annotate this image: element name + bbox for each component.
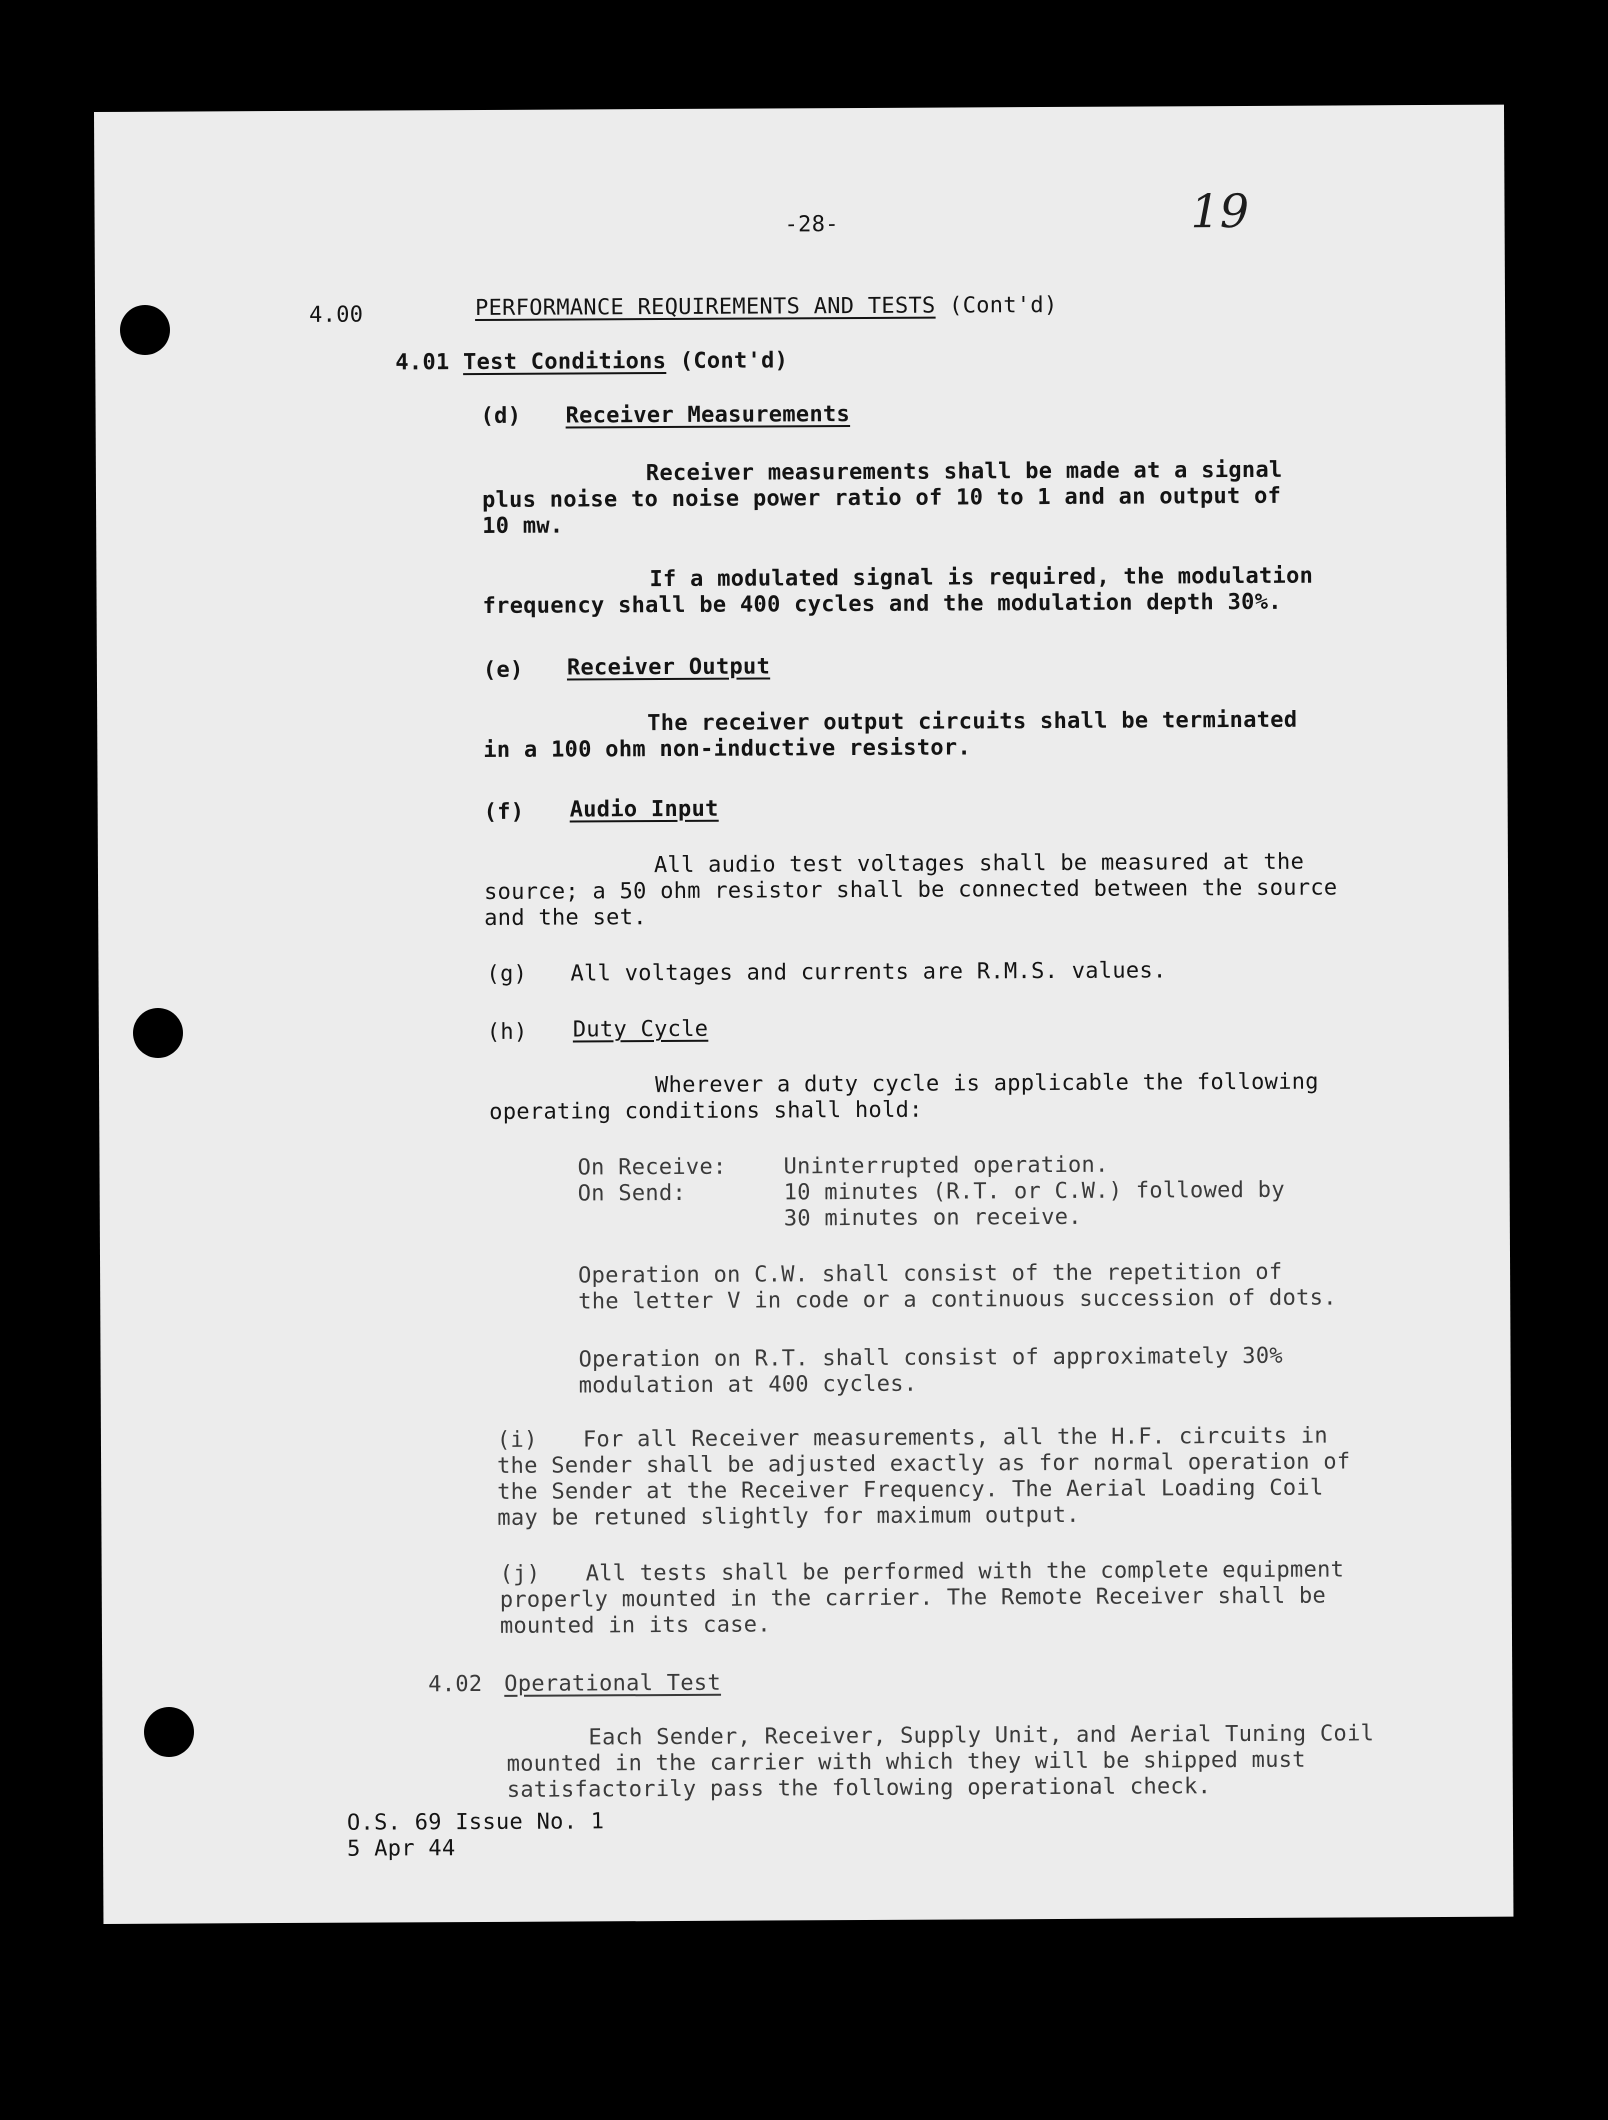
item-d-line: plus noise to noise power ratio of 10 to 1 and an output of bbox=[481, 483, 1282, 513]
item-d-title: Receiver Measurements bbox=[565, 402, 851, 429]
item-i-label: (i) bbox=[496, 1427, 538, 1453]
send-label: On Send: bbox=[577, 1180, 687, 1207]
subsection-number: 4.01 bbox=[395, 350, 450, 376]
item-g-text: All voltages and currents are R.M.S. values. bbox=[570, 958, 1167, 987]
item-f-line: All audio test voltages shall be measured at the bbox=[653, 849, 1305, 879]
footer-issue: O.S. 69 Issue No. 1 bbox=[346, 1809, 605, 1836]
subsection-suffix: (Cont'd) bbox=[679, 348, 789, 374]
item-e-line: in a 100 ohm non-inductive resistor. bbox=[483, 735, 972, 763]
item-d-line: 10 mw. bbox=[482, 513, 564, 539]
operational-test-line: mounted in the carrier with which they will be shipped must bbox=[506, 1747, 1306, 1777]
subsection-heading-4-01 bbox=[395, 348, 788, 375]
item-f-line: and the set. bbox=[484, 905, 647, 931]
item-j-label: (j) bbox=[499, 1561, 541, 1587]
item-i-line: the Sender at the Receiver Frequency. The Aerial Loading Coil bbox=[497, 1475, 1324, 1505]
punch-hole bbox=[144, 1707, 194, 1757]
item-f-title: Audio Input bbox=[569, 796, 719, 823]
item-j-line: mounted in its case. bbox=[499, 1612, 771, 1639]
item-e-title: Receiver Output bbox=[566, 654, 771, 681]
item-f-label: (f) bbox=[483, 799, 525, 825]
handwritten-page-mark: 19 bbox=[1190, 183, 1250, 239]
item-h-title: Duty Cycle bbox=[572, 1016, 709, 1043]
item-f-line: source; a 50 ohm resistor shall be connected between the source bbox=[484, 875, 1338, 905]
item-h-line: Wherever a duty cycle is applicable the following bbox=[655, 1069, 1319, 1099]
receive-value: Uninterrupted operation. bbox=[783, 1152, 1109, 1180]
section-number: 4.00 bbox=[309, 302, 364, 328]
item-i-line: For all Receiver measurements, all the H.F. circuits in bbox=[582, 1423, 1328, 1453]
item-d-line: frequency shall be 400 cycles and the modulation depth 30%. bbox=[482, 589, 1282, 619]
punch-hole bbox=[133, 1008, 183, 1058]
item-h-line: operating conditions shall hold: bbox=[489, 1097, 923, 1125]
item-h-label: (h) bbox=[486, 1019, 528, 1045]
item-g-label: (g) bbox=[486, 961, 528, 987]
send-value: 30 minutes on receive. bbox=[783, 1204, 1082, 1232]
rt-line: modulation at 400 cycles. bbox=[578, 1371, 918, 1399]
item-d-line: If a modulated signal is required, the modulation bbox=[649, 563, 1314, 593]
item-i-line: the Sender shall be adjusted exactly as for normal operation of bbox=[497, 1449, 1351, 1479]
document-page bbox=[94, 105, 1513, 1924]
section-heading bbox=[475, 293, 1058, 321]
subsection-title: Test Conditions bbox=[462, 349, 667, 376]
item-e-label: (e) bbox=[482, 657, 524, 683]
item-d-line: Receiver measurements shall be made at a signal bbox=[645, 457, 1283, 487]
operational-test-line: Each Sender, Receiver, Supply Unit, and Aerial Tuning Coil bbox=[588, 1721, 1375, 1751]
item-d-label: (d) bbox=[480, 403, 522, 429]
item-e-line: The receiver output circuits shall be terminated bbox=[647, 707, 1298, 737]
footer-date: 5 Apr 44 bbox=[347, 1836, 456, 1862]
send-value: 10 minutes (R.T. or C.W.) followed by bbox=[783, 1177, 1285, 1206]
rt-line: Operation on R.T. shall consist of approximately 30% bbox=[578, 1343, 1283, 1373]
cw-line: Operation on C.W. shall consist of the repetition of bbox=[578, 1259, 1283, 1289]
subsection-number-4-02: 4.02 bbox=[428, 1671, 483, 1698]
section-title-suffix: (Cont'd) bbox=[949, 292, 1058, 319]
item-j-line: All tests shall be performed with the complete equipment bbox=[585, 1557, 1345, 1587]
section-title: PERFORMANCE REQUIREMENTS AND TESTS bbox=[474, 293, 936, 322]
punch-hole bbox=[120, 305, 170, 355]
page-number: -28- bbox=[784, 212, 839, 238]
receive-label: On Receive: bbox=[577, 1154, 727, 1181]
item-j-line: properly mounted in the carrier. The Remote Receiver shall be bbox=[499, 1583, 1327, 1613]
subsection-title-4-02: Operational Test bbox=[504, 1670, 722, 1697]
operational-test-line: satisfactorily pass the following operational check. bbox=[506, 1774, 1212, 1803]
item-i-line: may be retuned slightly for maximum output. bbox=[497, 1502, 1080, 1531]
cw-line: the letter V in code or a continuous succession of dots. bbox=[578, 1285, 1337, 1315]
